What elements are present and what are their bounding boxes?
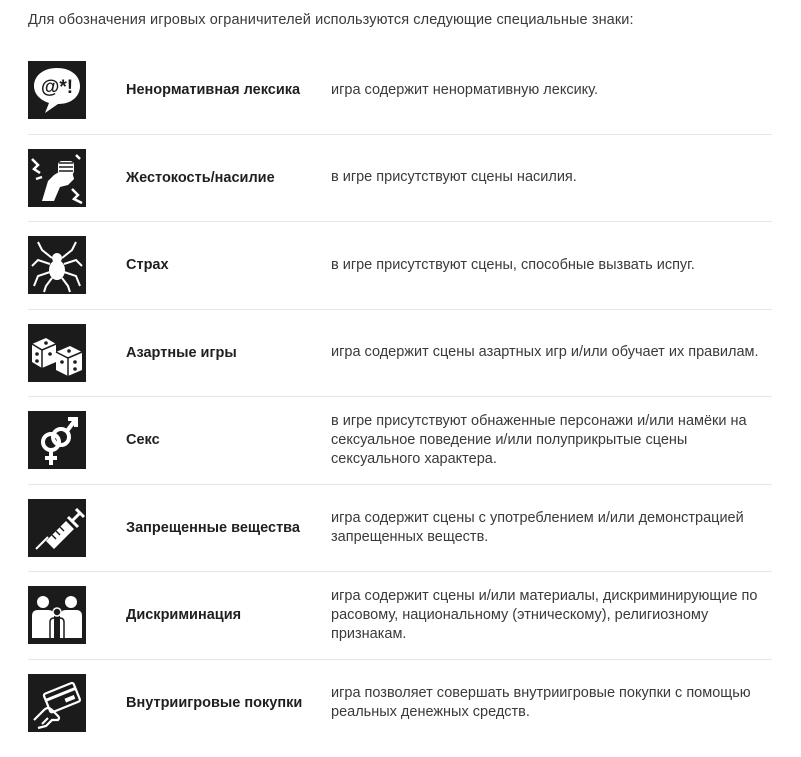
credit-card-icon <box>28 674 86 732</box>
content-descriptor-list <box>28 47 772 746</box>
descriptor-name: Внутриигровые покупки <box>126 694 303 711</box>
violence-fist-icon <box>28 149 86 207</box>
descriptor-name: Азартные игры <box>126 344 237 361</box>
descriptor-name: Запрещенные вещества <box>126 519 300 536</box>
list-item-gambling <box>28 310 772 398</box>
descriptor-name: Секс <box>126 432 160 448</box>
syringe-icon <box>28 499 86 557</box>
descriptor-name: Страх <box>126 257 169 273</box>
gender-symbols-icon <box>28 411 86 469</box>
list-item-sex <box>28 397 772 485</box>
list-item-drugs <box>28 485 772 573</box>
people-icon <box>28 586 86 644</box>
list-item-profanity <box>28 47 772 135</box>
descriptor-description: в игре присутствуют обнаженные персонажи и/или намёки на сексуальное поведение и/или полуприкрытые сцены сексуального характера. <box>331 412 747 467</box>
descriptor-description: игра содержит ненормативную лексику. <box>331 81 599 98</box>
descriptor-description: игра позволяет совершать внутриигровые покупки с помощью реальных денежных средств. <box>331 684 751 720</box>
descriptor-name: Дискриминация <box>126 607 242 623</box>
list-item-discrimination <box>28 572 772 660</box>
svg-text:@*!: @*! <box>40 77 74 98</box>
intro-text: Для обозначения игровых ограничителей используются следующие специальные знаки: <box>28 12 634 28</box>
descriptor-description: игра содержит сцены азартных игр и/или обучает их правилам. <box>331 344 759 360</box>
spider-icon <box>28 236 86 294</box>
list-item-purchases <box>28 660 772 747</box>
descriptor-description: игра содержит сцены с употреблением и/или демонстрацией запрещенных веществ. <box>331 509 744 545</box>
profanity-icon <box>28 61 86 119</box>
descriptor-name: Ненормативная лексика <box>126 82 301 98</box>
descriptor-description: игра содержит сцены и/или материалы, дискриминирующие по расовому, национальному (этническому), религиозному признакам. <box>331 587 758 642</box>
descriptor-description: в игре присутствуют сцены насилия. <box>331 169 577 185</box>
list-item-violence <box>28 135 772 223</box>
dice-icon <box>28 324 86 382</box>
list-item-fear <box>28 222 772 310</box>
descriptor-name: Жестокость/насилие <box>126 169 275 186</box>
descriptor-description: в игре присутствуют сцены, способные вызвать испуг. <box>331 256 695 273</box>
